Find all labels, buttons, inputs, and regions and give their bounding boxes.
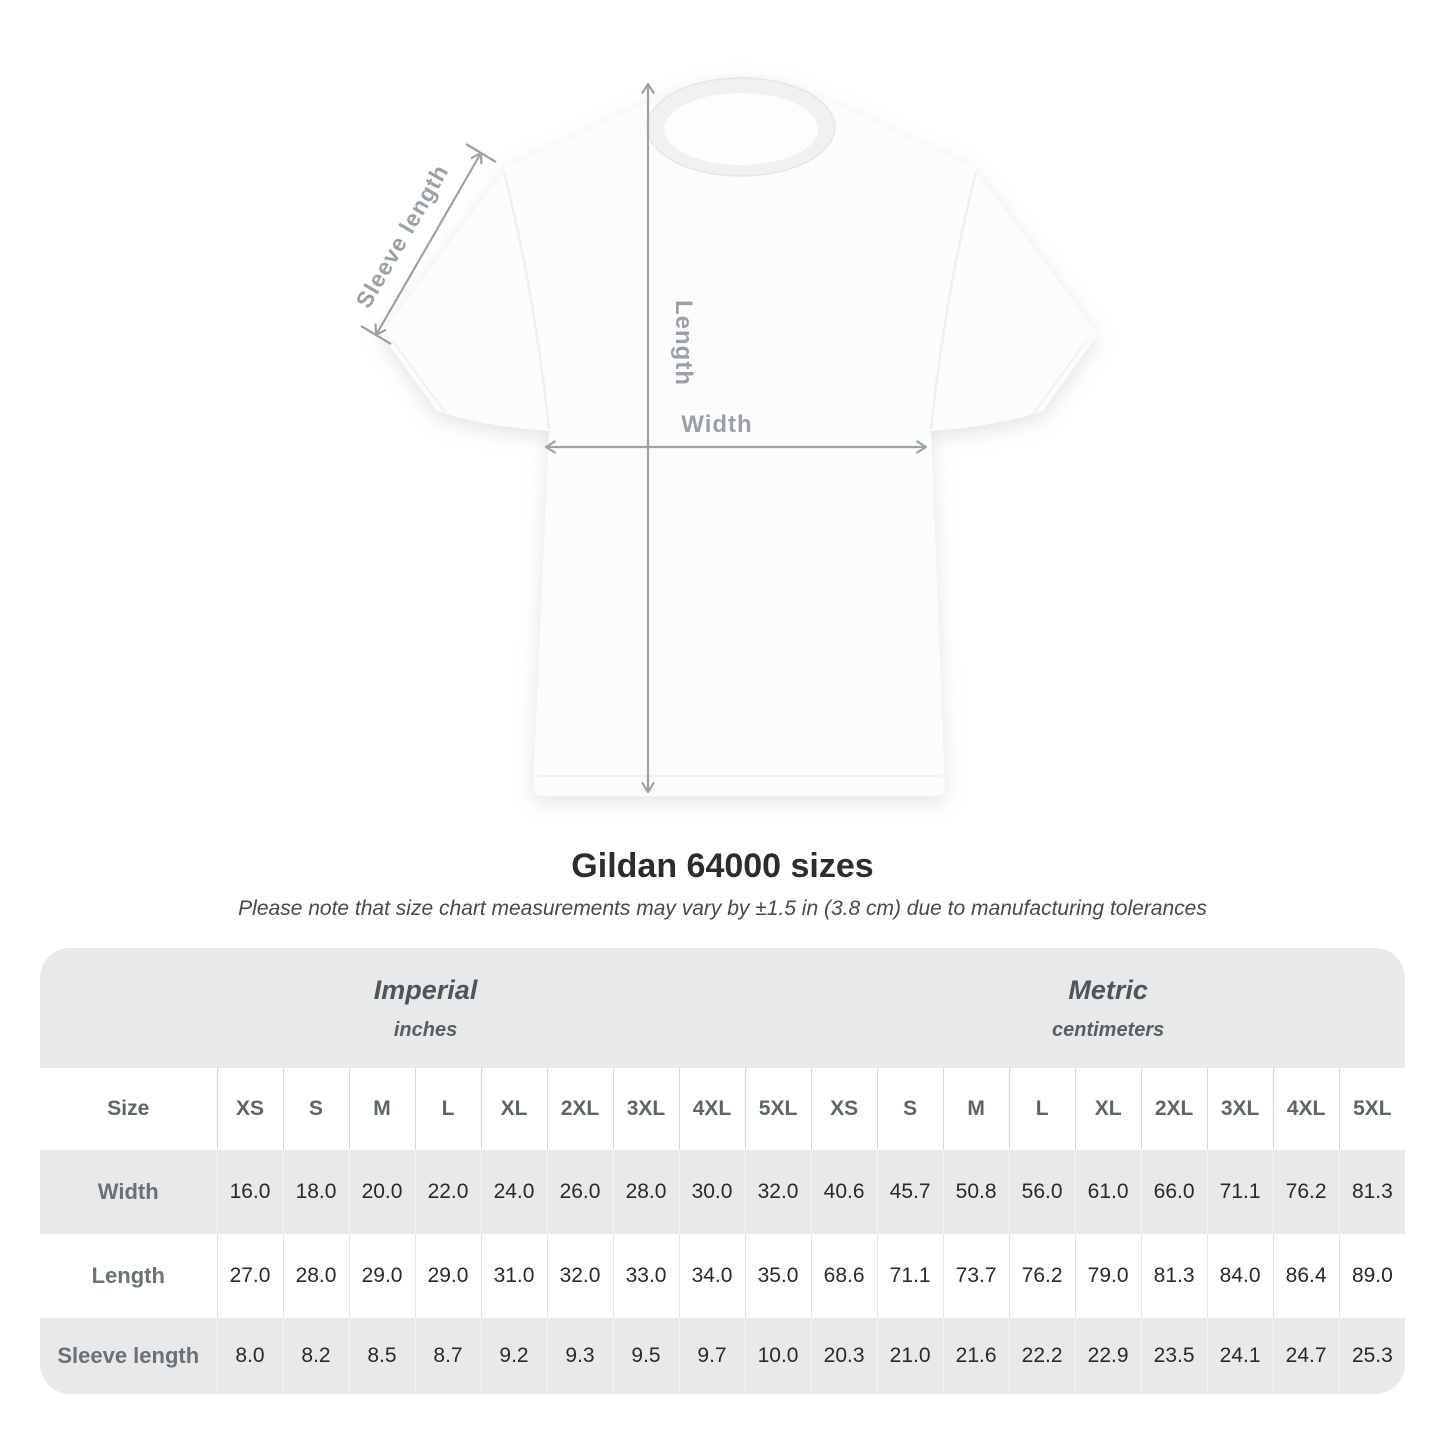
value-width-imperial-s: 18.0 bbox=[283, 1150, 349, 1234]
size-table bbox=[40, 948, 1405, 1394]
value-sleeve-length-imperial-xs: 8.0 bbox=[217, 1318, 283, 1394]
value-sleeve-length-metric-xs: 20.3 bbox=[811, 1318, 877, 1394]
size-header-imperial-xl: XL bbox=[481, 1068, 547, 1150]
size-header-imperial-3xl: 3XL bbox=[613, 1068, 679, 1150]
measurement-row-length bbox=[40, 1234, 1405, 1318]
size-header-metric-xl: XL bbox=[1075, 1068, 1141, 1150]
value-width-metric-xl: 61.0 bbox=[1075, 1150, 1141, 1234]
value-sleeve-length-metric-3xl: 24.1 bbox=[1207, 1318, 1273, 1394]
value-sleeve-length-imperial-l: 8.7 bbox=[415, 1318, 481, 1394]
value-width-metric-l: 56.0 bbox=[1009, 1150, 1075, 1234]
page-title: Gildan 64000 sizes bbox=[571, 847, 874, 885]
value-width-metric-5xl: 81.3 bbox=[1339, 1150, 1405, 1234]
value-length-imperial-xs: 27.0 bbox=[217, 1234, 283, 1318]
value-width-imperial-5xl: 32.0 bbox=[745, 1150, 811, 1234]
value-sleeve-length-imperial-s: 8.2 bbox=[283, 1318, 349, 1394]
value-sleeve-length-metric-l: 22.2 bbox=[1009, 1318, 1075, 1394]
metric-header bbox=[811, 948, 1405, 1068]
size-header-metric-4xl: 4XL bbox=[1273, 1068, 1339, 1150]
value-length-imperial-s: 28.0 bbox=[283, 1234, 349, 1318]
size-header-metric-3xl: 3XL bbox=[1207, 1068, 1273, 1150]
value-width-imperial-2xl: 26.0 bbox=[547, 1150, 613, 1234]
value-length-metric-l: 76.2 bbox=[1009, 1234, 1075, 1318]
size-header-metric-s: S bbox=[877, 1068, 943, 1150]
value-length-metric-s: 71.1 bbox=[877, 1234, 943, 1318]
value-width-metric-s: 45.7 bbox=[877, 1150, 943, 1234]
value-sleeve-length-metric-m: 21.6 bbox=[943, 1318, 1009, 1394]
value-sleeve-length-metric-2xl: 23.5 bbox=[1141, 1318, 1207, 1394]
size-table-container bbox=[40, 948, 1405, 1394]
row-label-length: Length bbox=[40, 1234, 217, 1318]
length-label: Length bbox=[670, 300, 697, 386]
value-width-imperial-3xl: 28.0 bbox=[613, 1150, 679, 1234]
size-header-metric-m: M bbox=[943, 1068, 1009, 1150]
value-length-metric-5xl: 89.0 bbox=[1339, 1234, 1405, 1318]
size-column-label: Size bbox=[40, 1068, 217, 1150]
size-header-imperial-xs: XS bbox=[217, 1068, 283, 1150]
imperial-unit: inches bbox=[393, 1018, 458, 1041]
value-width-imperial-xl: 24.0 bbox=[481, 1150, 547, 1234]
value-length-imperial-3xl: 33.0 bbox=[613, 1234, 679, 1318]
value-sleeve-length-imperial-5xl: 10.0 bbox=[745, 1318, 811, 1394]
unit-header-row bbox=[40, 948, 1405, 1068]
value-sleeve-length-imperial-4xl: 9.7 bbox=[679, 1318, 745, 1394]
value-length-imperial-m: 29.0 bbox=[349, 1234, 415, 1318]
value-sleeve-length-imperial-xl: 9.2 bbox=[481, 1318, 547, 1394]
value-length-metric-xs: 68.6 bbox=[811, 1234, 877, 1318]
tshirt-diagram-svg bbox=[330, 55, 1120, 825]
value-width-metric-4xl: 76.2 bbox=[1273, 1150, 1339, 1234]
tshirt-silhouette bbox=[381, 84, 1098, 796]
value-width-metric-xs: 40.6 bbox=[811, 1150, 877, 1234]
value-sleeve-length-metric-5xl: 25.3 bbox=[1339, 1318, 1405, 1394]
value-width-imperial-xs: 16.0 bbox=[217, 1150, 283, 1234]
value-width-metric-3xl: 71.1 bbox=[1207, 1150, 1273, 1234]
measurement-row-width bbox=[40, 1150, 1405, 1234]
size-header-imperial-s: S bbox=[283, 1068, 349, 1150]
value-sleeve-length-imperial-2xl: 9.3 bbox=[547, 1318, 613, 1394]
value-width-imperial-m: 20.0 bbox=[349, 1150, 415, 1234]
imperial-label: Imperial bbox=[373, 974, 478, 1005]
row-label-sleeve-length: Sleeve length bbox=[40, 1318, 217, 1394]
value-sleeve-length-metric-xl: 22.9 bbox=[1075, 1318, 1141, 1394]
value-length-imperial-4xl: 34.0 bbox=[679, 1234, 745, 1318]
tshirt-measurement-diagram bbox=[330, 55, 1120, 825]
width-label: Width bbox=[681, 411, 753, 438]
value-width-metric-m: 50.8 bbox=[943, 1150, 1009, 1234]
value-length-metric-4xl: 86.4 bbox=[1273, 1234, 1339, 1318]
size-header-imperial-2xl: 2XL bbox=[547, 1068, 613, 1150]
value-sleeve-length-metric-4xl: 24.7 bbox=[1273, 1318, 1339, 1394]
metric-unit: centimeters bbox=[1052, 1018, 1165, 1041]
value-length-imperial-5xl: 35.0 bbox=[745, 1234, 811, 1318]
size-header-row bbox=[40, 1068, 1405, 1150]
value-width-imperial-l: 22.0 bbox=[415, 1150, 481, 1234]
value-sleeve-length-imperial-m: 8.5 bbox=[349, 1318, 415, 1394]
size-header-metric-xs: XS bbox=[811, 1068, 877, 1150]
size-header-imperial-5xl: 5XL bbox=[745, 1068, 811, 1150]
value-sleeve-length-metric-s: 21.0 bbox=[877, 1318, 943, 1394]
value-length-metric-m: 73.7 bbox=[943, 1234, 1009, 1318]
imperial-header bbox=[40, 948, 811, 1068]
size-header-metric-5xl: 5XL bbox=[1339, 1068, 1405, 1150]
value-sleeve-length-imperial-3xl: 9.5 bbox=[613, 1318, 679, 1394]
value-width-metric-2xl: 66.0 bbox=[1141, 1150, 1207, 1234]
title-block bbox=[0, 846, 1445, 921]
size-header-metric-2xl: 2XL bbox=[1141, 1068, 1207, 1150]
sleeve-length-label: Sleeve length bbox=[350, 159, 454, 313]
value-length-metric-2xl: 81.3 bbox=[1141, 1234, 1207, 1318]
tolerance-note: Please note that size chart measurements may vary by ±1.5 in (3.8 cm) due to manufacturing tolerances bbox=[238, 897, 1207, 920]
measurement-row-sleeve-length bbox=[40, 1318, 1405, 1394]
size-header-metric-l: L bbox=[1009, 1068, 1075, 1150]
value-length-imperial-2xl: 32.0 bbox=[547, 1234, 613, 1318]
value-length-imperial-l: 29.0 bbox=[415, 1234, 481, 1318]
collar-opening bbox=[664, 93, 818, 165]
value-length-imperial-xl: 31.0 bbox=[481, 1234, 547, 1318]
value-length-metric-xl: 79.0 bbox=[1075, 1234, 1141, 1318]
size-header-imperial-m: M bbox=[349, 1068, 415, 1150]
sleeve-arrow-top-tick bbox=[466, 144, 496, 162]
value-width-imperial-4xl: 30.0 bbox=[679, 1150, 745, 1234]
value-length-metric-3xl: 84.0 bbox=[1207, 1234, 1273, 1318]
metric-label: Metric bbox=[1068, 974, 1148, 1005]
row-label-width: Width bbox=[40, 1150, 217, 1234]
size-header-imperial-l: L bbox=[415, 1068, 481, 1150]
size-header-imperial-4xl: 4XL bbox=[679, 1068, 745, 1150]
